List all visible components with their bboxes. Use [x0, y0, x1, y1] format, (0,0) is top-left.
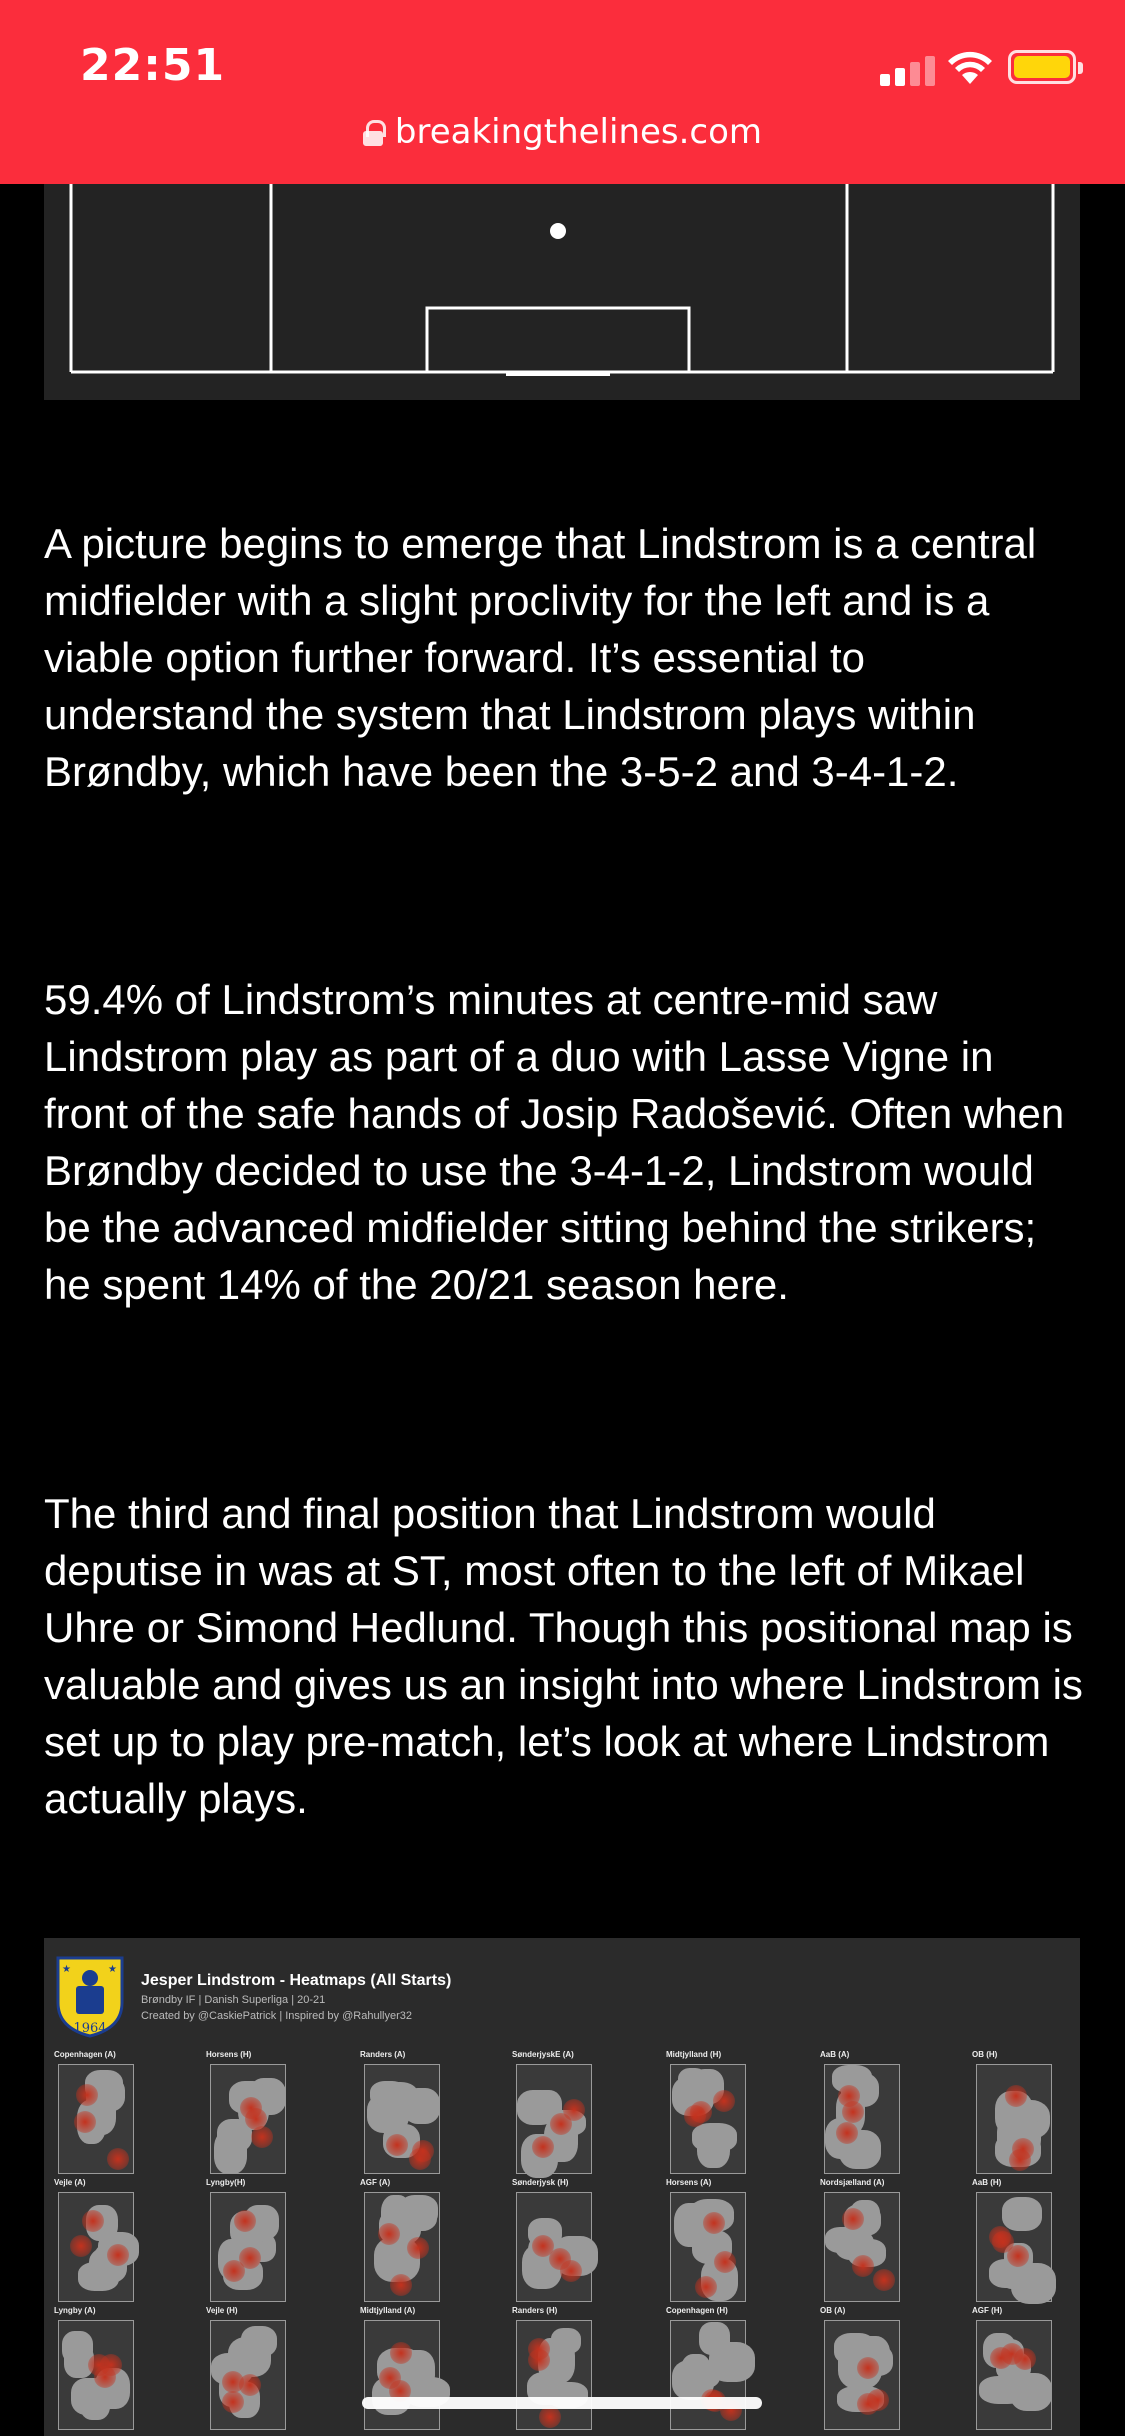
- heatmap-pitch: [364, 2064, 440, 2174]
- heatmap-pitch: [824, 2192, 900, 2302]
- heatmap-pitch: [824, 2064, 900, 2174]
- heatmap-opponent-label: Midtjylland (A): [360, 2306, 416, 2315]
- heatmap-opponent-label: Lyngby (A): [54, 2306, 96, 2315]
- heatmap-opponent-label: AaB (H): [972, 2178, 1002, 2187]
- heatmap-cell: [972, 2050, 1080, 2160]
- heatmap-cell: [360, 2050, 470, 2160]
- svg-text:★: ★: [108, 1964, 117, 1975]
- heatmap-cell: [512, 2050, 622, 2160]
- heatmaps-image: [44, 1938, 1080, 2436]
- wifi-icon: [948, 50, 992, 86]
- heatmap-pitch: [670, 2320, 746, 2430]
- heatmap-cell: [820, 2306, 930, 2416]
- svg-text:1964: 1964: [73, 2021, 107, 2036]
- heatmap-pitch: [976, 2064, 1052, 2174]
- brondby-crest-logo: [50, 1948, 130, 2038]
- url-text: breakingthelines.com: [394, 112, 763, 152]
- status-time: 22:51: [80, 40, 226, 91]
- article-paragraph: A picture begins to emerge that Lindstrom is a central midfielder with a slight proclivity for the left and is a viable option further forward. It’s essential to understand the system that Lindstrom plays within Brøndby, which have been the 3-5-2 and 3-4-1-2.: [44, 520, 1037, 795]
- heatmap-pitch: [210, 2192, 286, 2302]
- heatmap-cell: [206, 2050, 316, 2160]
- heatmap-cell: [972, 2178, 1080, 2288]
- heatmap-cell: [54, 2306, 164, 2416]
- heatmap-cell: [360, 2178, 470, 2288]
- heatmap-pitch: [824, 2320, 900, 2430]
- heatmap-pitch: [210, 2064, 286, 2174]
- heatmap-cell: [666, 2050, 776, 2160]
- heatmap-opponent-label: Randers (A): [360, 2050, 406, 2059]
- heatmap-pitch: [516, 2320, 592, 2430]
- heatmap-opponent-label: AGF (A): [360, 2178, 391, 2187]
- heatmap-opponent-label: Horsens (A): [666, 2178, 712, 2187]
- svg-text:★: ★: [62, 1964, 71, 1975]
- heatmap-cell: [206, 2306, 316, 2416]
- heatmap-pitch: [670, 2192, 746, 2302]
- heatmap-credit: Created by @CaskiePatrick | Inspired by @Rahullyer32: [141, 2010, 412, 2022]
- browser-top-bar: [0, 0, 1125, 184]
- heatmap-opponent-label: Vejle (A): [54, 2178, 86, 2187]
- heatmap-opponent-label: Nordsjælland (A): [820, 2178, 885, 2187]
- url-bar[interactable]: [0, 112, 1125, 152]
- heatmap-opponent-label: Randers (H): [512, 2306, 558, 2315]
- heatmap-opponent-label: Sønderjysk (H): [512, 2178, 569, 2187]
- heatmap-cell: [206, 2178, 316, 2288]
- heatmap-cell: [512, 2178, 622, 2288]
- heatmap-opponent-label: AGF (H): [972, 2306, 1003, 2315]
- heatmap-title: Jesper Lindstrom - Heatmaps (All Starts): [141, 1972, 452, 1989]
- heatmap-opponent-label: Midtjylland (H): [666, 2050, 722, 2059]
- heatmap-opponent-label: Copenhagen (H): [666, 2306, 728, 2315]
- heatmap-cell: [54, 2050, 164, 2160]
- heatmap-opponent-label: Horsens (H): [206, 2050, 252, 2059]
- heatmap-cell: [54, 2178, 164, 2288]
- heatmap-pitch: [210, 2320, 286, 2430]
- heatmap-opponent-label: AaB (A): [820, 2050, 850, 2059]
- heatmap-opponent-label: Vejle (H): [206, 2306, 238, 2315]
- heatmap-cell: [820, 2050, 930, 2160]
- home-indicator[interactable]: [362, 2397, 762, 2409]
- heatmap-pitch: [364, 2192, 440, 2302]
- heatmap-pitch: [58, 2320, 134, 2430]
- heatmap-pitch: [976, 2320, 1052, 2430]
- heatmap-opponent-label: Lyngby(H): [206, 2178, 246, 2187]
- heatmap-opponent-label: OB (H): [972, 2050, 998, 2059]
- cellular-signal-icon: [880, 56, 936, 86]
- heatmap-pitch: [516, 2064, 592, 2174]
- battery-icon: [1008, 50, 1076, 84]
- heatmap-opponent-label: SønderjyskE (A): [512, 2050, 574, 2059]
- heatmap-pitch: [976, 2192, 1052, 2302]
- heatmap-cell: [666, 2178, 776, 2288]
- heatmap-pitch: [58, 2064, 134, 2174]
- article-paragraph: The third and final position that Lindstrom would deputise in was at ST, most often to the left of Mikael Uhre or Simond Hedlund. Though this positional map is valuable and gives us an insight into where Lindstrom is set up to play pre-match, let’s look at where Lindstrom actually plays.: [44, 1490, 1083, 1822]
- heatmap-pitch: [516, 2192, 592, 2302]
- heatmap-cell: [972, 2306, 1080, 2416]
- heatmap-pitch: [58, 2192, 134, 2302]
- heatmap-opponent-label: OB (A): [820, 2306, 846, 2315]
- pitch-diagram: [44, 184, 1080, 400]
- heatmap-pitch: [364, 2320, 440, 2430]
- heatmap-pitch: [670, 2064, 746, 2174]
- heatmap-opponent-label: Copenhagen (A): [54, 2050, 116, 2059]
- article-paragraph: 59.4% of Lindstrom’s minutes at centre-mid saw Lindstrom play as part of a duo with Lasse Vigne in front of the safe hands of Josip Radošević. Often when Brøndby decided to use the 3-4-1-2, Lindstrom would be the advanced midfielder sitting behind the strikers; he spent 14% of the 20/21 season here.: [44, 976, 1065, 1308]
- lock-icon: [363, 120, 383, 146]
- heatmap-subtitle: Brøndby IF | Danish Superliga | 20-21: [141, 1994, 326, 2006]
- heatmap-cell: [820, 2178, 930, 2288]
